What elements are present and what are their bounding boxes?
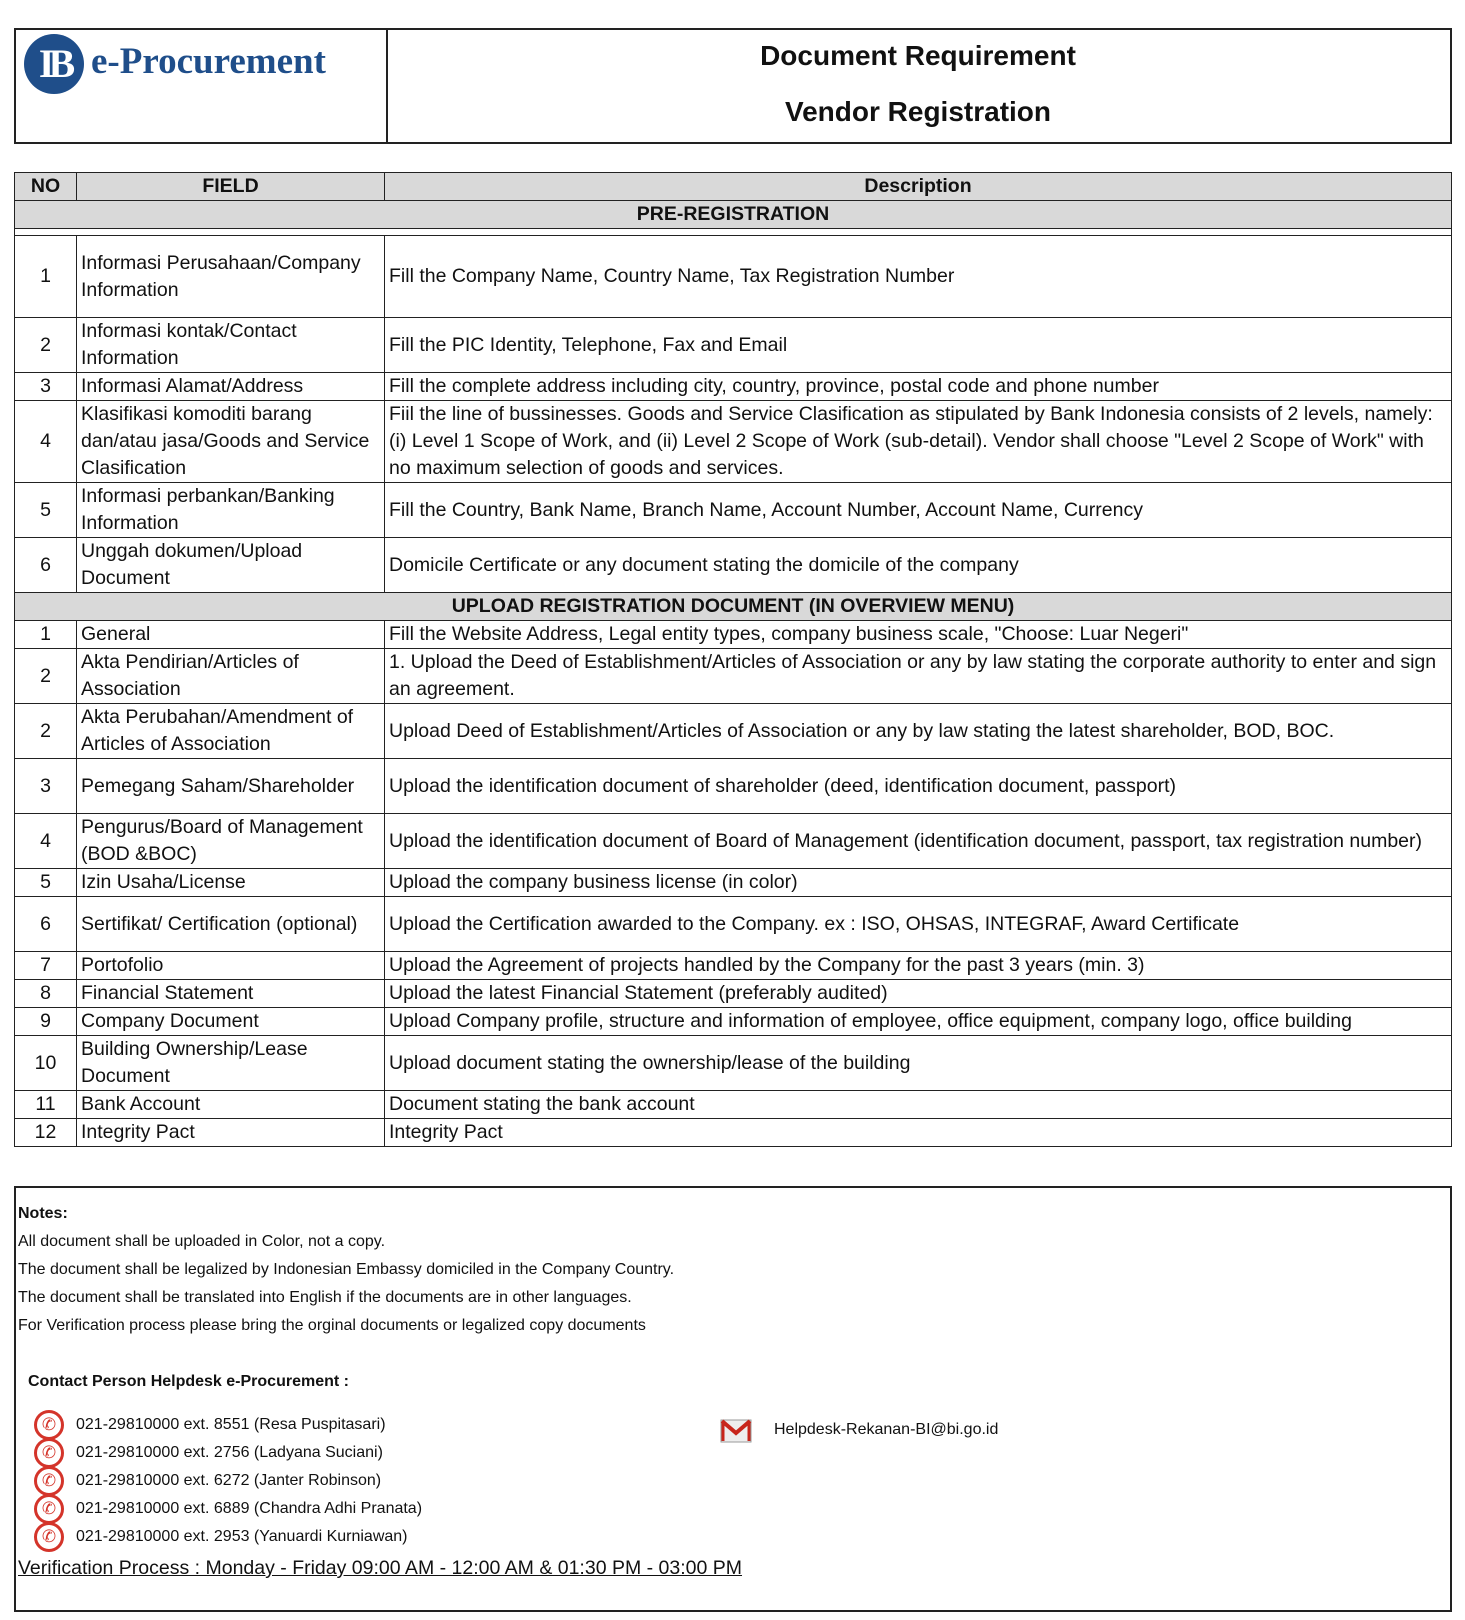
table-header-row [15, 173, 1452, 201]
row-number: 3 [15, 759, 77, 814]
table-row [15, 1036, 1452, 1091]
table-row [15, 897, 1452, 952]
row-number: 2 [15, 318, 77, 373]
row-field: Bank Account [77, 1091, 385, 1119]
table-row [15, 236, 1452, 318]
spacer-row [15, 229, 1452, 236]
table-row [15, 621, 1452, 649]
row-description: Upload the identification document of Board of Management (identification document, passport, tax registration number) [385, 814, 1452, 869]
row-field: Sertifikat/ Certification (optional) [77, 897, 385, 952]
row-number: 1 [15, 236, 77, 318]
note-line: The document shall be translated into English if the documents are in other languages. [18, 1289, 632, 1306]
column-header-description: Description [385, 173, 1452, 201]
table-row [15, 869, 1452, 897]
table-row [15, 318, 1452, 373]
table-row [15, 401, 1452, 483]
row-number: 12 [15, 1119, 77, 1147]
row-field: Informasi perbankan/Banking Information [77, 483, 385, 538]
row-number: 5 [15, 483, 77, 538]
row-number: 3 [15, 373, 77, 401]
row-number: 4 [15, 401, 77, 483]
document-subtitle: Vendor Registration [784, 96, 1052, 127]
table-row [15, 538, 1452, 593]
table-row [15, 814, 1452, 869]
spacer-cell [15, 229, 1452, 236]
row-number: 9 [15, 1008, 77, 1036]
table-row [15, 952, 1452, 980]
row-number: 5 [15, 869, 77, 897]
row-number: 11 [15, 1091, 77, 1119]
section-title: UPLOAD REGISTRATION DOCUMENT (IN OVERVIEW MENU) [15, 593, 1452, 621]
table-row [15, 1091, 1452, 1119]
row-field: Informasi kontak/Contact Information [77, 318, 385, 373]
row-description: Upload the company business license (in color) [385, 869, 1452, 897]
row-field: Akta Perubahan/Amendment of Articles of Association [77, 704, 385, 759]
phone-contact[interactable] [34, 1467, 381, 1495]
phone-icon: ✆ [34, 1466, 64, 1496]
row-field: Integrity Pact [77, 1119, 385, 1147]
column-header-field: FIELD [77, 173, 385, 201]
row-field: Informasi Alamat/Address [77, 373, 385, 401]
mail-icon [720, 1415, 752, 1445]
row-description: Upload Company profile, structure and information of employee, office equipment, company logo, office building [385, 1008, 1452, 1036]
row-number: 6 [15, 538, 77, 593]
row-description: Fill the Country, Bank Name, Branch Name, Account Number, Account Name, Currency [385, 483, 1452, 538]
note-line: The document shall be legalized by Indonesian Embassy domiciled in the Company Country. [18, 1261, 675, 1278]
row-number: 2 [15, 649, 77, 704]
phone-icon: ✆ [34, 1522, 64, 1552]
logo-cell [16, 30, 388, 142]
email-address[interactable]: Helpdesk-Rekanan-BI@bi.go.id [774, 1421, 999, 1438]
row-field: Building Ownership/Lease Document [77, 1036, 385, 1091]
phone-contact[interactable] [34, 1411, 386, 1439]
row-description: Fill the Company Name, Country Name, Tax Registration Number [385, 236, 1452, 318]
table-body [15, 201, 1452, 1147]
row-field: Informasi Perusahaan/Company Information [77, 236, 385, 318]
phone-icon: ✆ [34, 1410, 64, 1440]
row-field: Klasifikasi komoditi barang dan/atau jasa/Goods and Service Clasification [77, 401, 385, 483]
row-description: Fill the Website Address, Legal entity types, company business scale, "Choose: Luar Negeri" [385, 621, 1452, 649]
table-row [15, 483, 1452, 538]
row-description: Upload the latest Financial Statement (preferably audited) [385, 980, 1452, 1008]
table-row [15, 1008, 1452, 1036]
row-description: Upload the identification document of shareholder (deed, identification document, passport) [385, 759, 1452, 814]
row-field: Company Document [77, 1008, 385, 1036]
section-title: PRE-REGISTRATION [15, 201, 1452, 229]
row-description: Fill the PIC Identity, Telephone, Fax and Email [385, 318, 1452, 373]
row-description: Fill the complete address including city, country, province, postal code and phone number [385, 373, 1452, 401]
document-header [14, 28, 1452, 144]
row-number: 1 [15, 621, 77, 649]
row-field: Izin Usaha/License [77, 869, 385, 897]
row-description: Upload document stating the ownership/lease of the building [385, 1036, 1452, 1091]
row-field: Akta Pendirian/Articles of Association [77, 649, 385, 704]
phone-number: 021-29810000 ext. 2756 (Ladyana Suciani) [76, 1444, 383, 1461]
section-row [15, 201, 1452, 229]
row-number: 10 [15, 1036, 77, 1091]
row-description: Domicile Certificate or any document stating the domicile of the company [385, 538, 1452, 593]
note-line: For Verification process please bring the orginal documents or legalized copy documents [18, 1317, 646, 1334]
row-number: 6 [15, 897, 77, 952]
phone-contact[interactable] [34, 1439, 383, 1467]
row-description: Document stating the bank account [385, 1091, 1452, 1119]
row-description: Integrity Pact [385, 1119, 1452, 1147]
phone-number: 021-29810000 ext. 2953 (Yanuardi Kurniawan) [76, 1528, 408, 1545]
document-title: Document Requirement [760, 40, 1076, 71]
bank-indonesia-logo: IB [24, 34, 84, 94]
phone-icon: ✆ [34, 1494, 64, 1524]
phone-contact[interactable] [34, 1495, 422, 1523]
row-field: Financial Statement [77, 980, 385, 1008]
row-number: 4 [15, 814, 77, 869]
row-field: Unggah dokumen/Upload Document [77, 538, 385, 593]
table-row [15, 373, 1452, 401]
row-field: Pemegang Saham/Shareholder [77, 759, 385, 814]
contact-heading: Contact Person Helpdesk e-Procurement : [28, 1373, 349, 1390]
logo-text: e-Procurement [91, 41, 326, 82]
table-row [15, 759, 1452, 814]
column-header-no: NO [15, 173, 77, 201]
table-row [15, 980, 1452, 1008]
row-field: Pengurus/Board of Management (BOD &BOC) [77, 814, 385, 869]
row-number: 2 [15, 704, 77, 759]
phone-icon: ✆ [34, 1438, 64, 1468]
email-contact[interactable] [720, 1415, 998, 1445]
row-description: Upload Deed of Establishment/Articles of Association or any by law stating the latest shareholder, BOD, BOC. [385, 704, 1452, 759]
row-field: General [77, 621, 385, 649]
phone-contact[interactable] [34, 1523, 408, 1551]
verification-hours: Verification Process : Monday - Friday 09:00 AM - 12:00 AM & 01:30 PM - 03:00 PM [18, 1557, 743, 1579]
table-row [15, 649, 1452, 704]
section-row [15, 593, 1452, 621]
phone-number: 021-29810000 ext. 6272 (Janter Robinson) [76, 1472, 382, 1489]
row-description: 1. Upload the Deed of Establishment/Articles of Association or any by law stating the corporate authority to enter and sign an agreement. [385, 649, 1452, 704]
row-field: Portofolio [77, 952, 385, 980]
row-number: 8 [15, 980, 77, 1008]
row-description: Fiil the line of bussinesses. Goods and Service Clasification as stipulated by Bank Indonesia consists of 2 levels, namely: (i) Level 1 Scope of Work, and (ii) Level 2 Scope of Work (sub-detail). Vendor shall choose "Level 2 Scope of Work" with no maximum selection of goods and services. [385, 401, 1452, 483]
phone-number: 021-29810000 ext. 8551 (Resa Puspitasari) [76, 1416, 386, 1433]
requirements-table [14, 172, 1452, 1147]
notes-heading: Notes: [18, 1205, 68, 1222]
row-number: 7 [15, 952, 77, 980]
title-cell [386, 30, 1450, 142]
row-description: Upload the Certification awarded to the Company. ex : ISO, OHSAS, INTEGRAF, Award Certificate [385, 897, 1452, 952]
phone-number: 021-29810000 ext. 6889 (Chandra Adhi Pranata) [76, 1500, 423, 1517]
table-row [15, 704, 1452, 759]
row-description: Upload the Agreement of projects handled by the Company for the past 3 years (min. 3) [385, 952, 1452, 980]
note-line: All document shall be uploaded in Color, not a copy. [18, 1233, 386, 1250]
table-row [15, 1119, 1452, 1147]
